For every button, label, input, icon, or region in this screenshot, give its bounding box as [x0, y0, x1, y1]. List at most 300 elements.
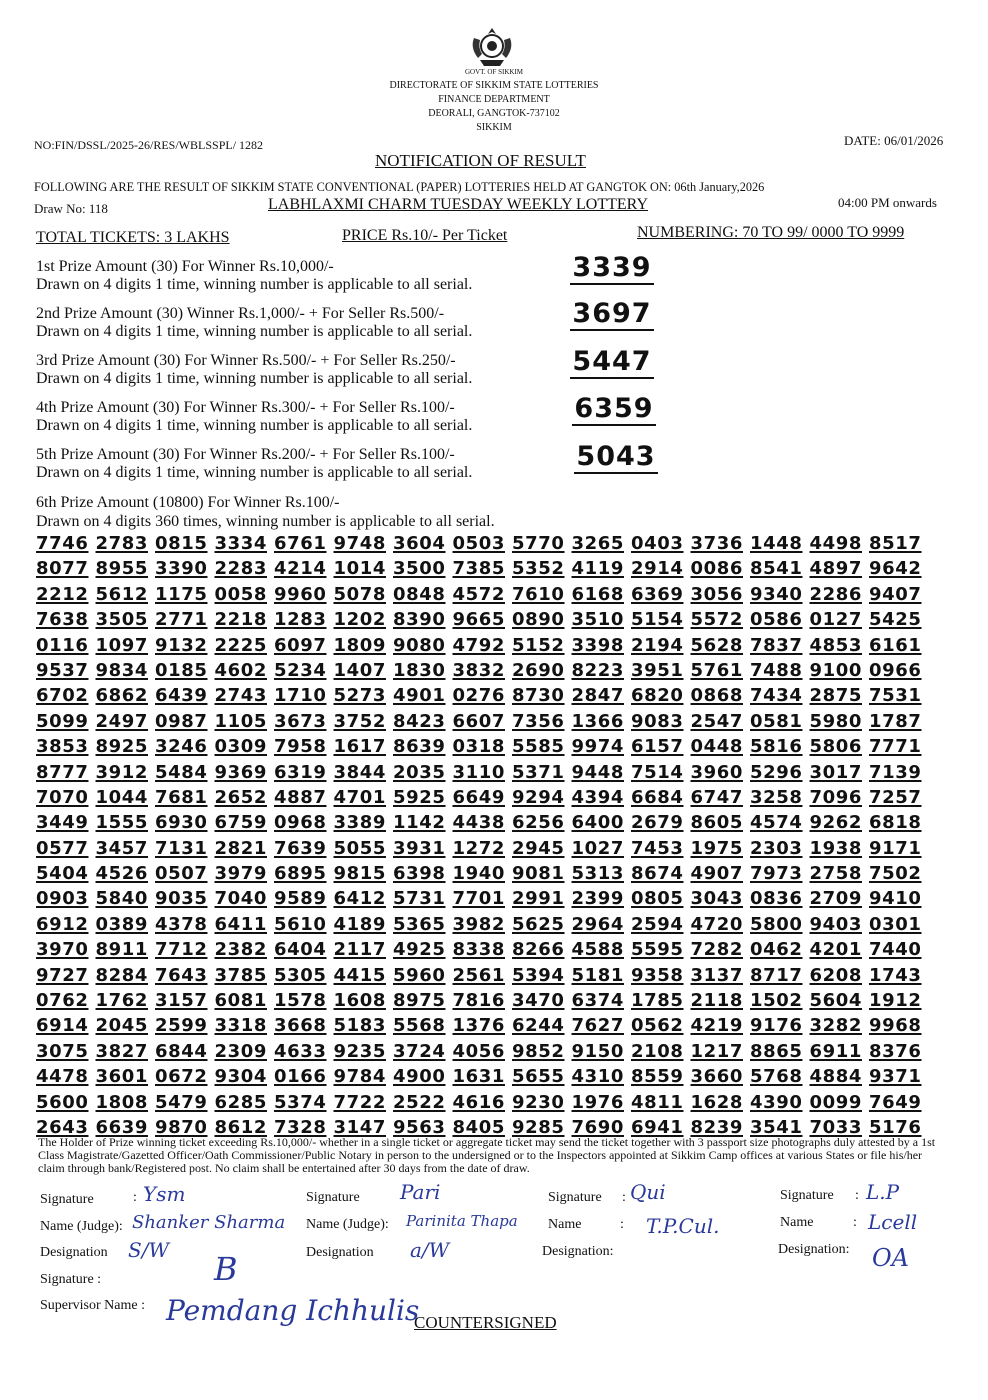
winning-number: 0086: [690, 558, 743, 580]
winning-number: 1448: [750, 533, 803, 554]
sig-label-3: Signature: [548, 1190, 602, 1205]
winning-number: 2875: [809, 685, 862, 707]
org-name: DIRECTORATE OF SIKKIM STATE LOTTERIES: [389, 80, 599, 91]
sig-label-1: Signature: [40, 1192, 94, 1207]
winning-number: 1105: [214, 710, 267, 732]
winning-number: 8559: [631, 1066, 684, 1088]
winning-number: 9340: [750, 583, 803, 605]
prize-4: [36, 399, 472, 435]
prize-1-number: 3339: [570, 253, 654, 285]
winning-number: 3668: [274, 1015, 327, 1037]
winning-number: 9784: [333, 1066, 386, 1088]
winning-number: 6400: [571, 812, 624, 834]
winning-number: 1555: [95, 812, 148, 834]
winning-number: 5305: [274, 964, 327, 986]
winning-number: 7639: [274, 837, 327, 859]
numbering: NUMBERING: 70 TO 99/ 0000 TO 9999: [637, 224, 905, 241]
winning-number: 0403: [631, 533, 684, 554]
winning-number: 7643: [155, 964, 208, 986]
winning-number: 2643: [36, 1116, 89, 1138]
winning-number: 6862: [95, 685, 148, 707]
prize-rule: Drawn on 4 digits 1 time, winning number is applicable to all serial.: [36, 370, 473, 387]
winning-number: 4900: [393, 1066, 446, 1088]
winning-number: 0966: [869, 659, 922, 681]
winning-number: 3510: [571, 609, 624, 631]
winning-number: 5374: [274, 1091, 327, 1113]
winning-number: 6761: [274, 533, 327, 554]
winning-number: 4574: [750, 812, 803, 834]
winning-number: 0389: [95, 913, 148, 935]
winning-number: 2399: [571, 888, 624, 910]
winning-number: 3601: [95, 1066, 148, 1088]
winning-number: 1631: [452, 1066, 505, 1088]
winning-number: 5628: [690, 634, 743, 656]
winning-number: 3390: [155, 558, 208, 580]
winning-number: 1762: [95, 990, 148, 1012]
winning-number: 1617: [333, 736, 386, 758]
winning-number: 0968: [274, 812, 327, 834]
winning-number: 6439: [155, 685, 208, 707]
countersigned-label: COUNTERSIGNED: [414, 1313, 557, 1332]
winning-number: 7070: [36, 786, 89, 808]
desig-label-3: Designation:: [542, 1244, 614, 1259]
winning-number: 2821: [214, 837, 267, 859]
designation-2: a/W: [410, 1238, 450, 1262]
winning-number: 1175: [155, 583, 208, 605]
winning-number: 9235: [333, 1040, 386, 1062]
ticket-price: PRICE Rs.10/- Per Ticket: [342, 227, 508, 244]
winning-number: 5183: [333, 1015, 386, 1037]
number-row: [36, 988, 932, 1013]
winning-number: 6157: [631, 736, 684, 758]
winning-number: 0562: [631, 1015, 684, 1037]
winning-number: 4602: [214, 659, 267, 681]
winning-number: 2497: [95, 710, 148, 732]
winning-number: 3334: [214, 533, 267, 554]
winning-number: 1097: [95, 634, 148, 656]
person-name-4: Lcell: [868, 1210, 918, 1234]
winning-number: 5176: [869, 1116, 922, 1138]
winning-number: 7816: [452, 990, 505, 1012]
winning-number: 6161: [869, 634, 922, 656]
winning-number: 5770: [512, 533, 565, 554]
winning-number: 7690: [571, 1116, 624, 1138]
winning-number: 4415: [333, 964, 386, 986]
winning-number: 7627: [571, 1015, 624, 1037]
winning-number: 4853: [809, 634, 862, 656]
winning-number: 7610: [512, 583, 565, 605]
winning-number: 3505: [95, 609, 148, 631]
winning-number: 5600: [36, 1091, 89, 1113]
winning-number: 5394: [512, 964, 565, 986]
winning-number: 3157: [155, 990, 208, 1012]
prize-4-number: 6359: [572, 394, 656, 426]
winning-number: 6208: [809, 964, 862, 986]
winning-number: 9176: [750, 1015, 803, 1037]
dept-name: FINANCE DEPARTMENT: [438, 94, 550, 105]
winning-number: 7649: [869, 1091, 922, 1113]
winning-number: 2309: [214, 1040, 267, 1062]
winning-number: 1283: [274, 609, 327, 631]
winning-number: 7701: [452, 888, 505, 910]
winning-number: 5181: [571, 964, 624, 986]
winning-number: 3398: [571, 634, 624, 656]
winning-number: 0848: [393, 583, 446, 605]
winning-number: 7488: [750, 659, 803, 681]
winning-number: 6911: [809, 1040, 862, 1062]
winning-number: 3752: [333, 710, 386, 732]
winning-number: 1809: [333, 634, 386, 656]
winning-number: 0185: [155, 659, 208, 681]
winning-number: 1014: [333, 558, 386, 580]
winning-number: 0166: [274, 1066, 327, 1088]
winning-number: 5404: [36, 863, 89, 885]
winning-number: 4214: [274, 558, 327, 580]
winning-number: 1912: [869, 990, 922, 1012]
winning-number: 6404: [274, 939, 327, 961]
winning-number: 6256: [512, 812, 565, 834]
winning-number: 0868: [690, 685, 743, 707]
sig-label-2: Signature: [306, 1190, 360, 1205]
winning-number: 2783: [95, 533, 148, 554]
winning-number: 3246: [155, 736, 208, 758]
winning-number: 5152: [512, 634, 565, 656]
winning-number: 5925: [393, 786, 446, 808]
winning-number: 4701: [333, 786, 386, 808]
winning-number: 2108: [631, 1040, 684, 1062]
winning-number: 8541: [750, 558, 803, 580]
prize-desc: 3rd Prize Amount (30) For Winner Rs.500/- + For Seller Rs.250/-: [36, 352, 456, 369]
winning-number: 9403: [809, 913, 862, 935]
designation-1: S/W: [128, 1238, 169, 1262]
bottom-sig-label: Signature :: [40, 1272, 102, 1287]
supervisor-signature: Pemdang Ichhulis: [166, 1294, 420, 1327]
winning-number: 5352: [512, 558, 565, 580]
winning-number: 3318: [214, 1015, 267, 1037]
winning-number: 6844: [155, 1040, 208, 1062]
winning-number: 4438: [452, 812, 505, 834]
winning-number: 1830: [393, 659, 446, 681]
winning-number: 0116: [36, 634, 89, 656]
winning-number: 9563: [393, 1116, 446, 1138]
winning-number: 5610: [274, 913, 327, 935]
winning-number: 4219: [690, 1015, 743, 1037]
winning-number: 5273: [333, 685, 386, 707]
winning-number: 0762: [36, 990, 89, 1012]
winning-number: 0318: [452, 736, 505, 758]
desig-label-4: Designation:: [778, 1242, 850, 1257]
winning-number: 3258: [750, 786, 803, 808]
winning-number: 2652: [214, 786, 267, 808]
winning-number: 3282: [809, 1015, 862, 1037]
winning-number: 8605: [690, 812, 743, 834]
winning-number: 0805: [631, 888, 684, 910]
prize-3: [36, 352, 472, 388]
winning-number: 2522: [393, 1091, 446, 1113]
winning-number: 5234: [274, 659, 327, 681]
winning-number: 3785: [214, 964, 267, 986]
winning-number: 3604: [393, 533, 446, 554]
winning-number: 8975: [393, 990, 446, 1012]
number-row: [36, 760, 932, 785]
winning-number: 0987: [155, 710, 208, 732]
winning-number: 3844: [333, 761, 386, 783]
winning-number: 2118: [690, 990, 743, 1012]
winning-number: 9665: [452, 609, 505, 631]
ref-number: NO:FIN/DSSL/2025-26/RES/WBLSSPL/ 1282: [34, 138, 264, 152]
name-label-3: Name: [548, 1217, 582, 1232]
winning-number: 7434: [750, 685, 803, 707]
winning-number: 8517: [869, 533, 922, 554]
winning-number: 0503: [452, 533, 505, 554]
winning-number: 4633: [274, 1040, 327, 1062]
page-title: NOTIFICATION OF RESULT: [375, 151, 586, 170]
winning-number: 6412: [333, 888, 386, 910]
winning-number: 0448: [690, 736, 743, 758]
number-row: [36, 963, 932, 988]
winning-number: 9132: [155, 634, 208, 656]
colon: :: [622, 1190, 626, 1205]
number-row: [36, 658, 932, 683]
winning-number: 6820: [631, 685, 684, 707]
prize-desc: 5th Prize Amount (30) For Winner Rs.200/- + For Seller Rs.100/-: [36, 446, 455, 463]
winning-number: 2964: [571, 913, 624, 935]
desig-label-2: Designation: [306, 1245, 374, 1260]
winning-number: 6702: [36, 685, 89, 707]
winning-number: 2991: [512, 888, 565, 910]
winning-number: 1787: [869, 710, 922, 732]
number-row: [36, 709, 932, 734]
winning-number: 7385: [452, 558, 505, 580]
winning-number: 9083: [631, 710, 684, 732]
winning-number: 9100: [809, 659, 862, 681]
winning-number: 3736: [690, 533, 743, 554]
winning-number: 3470: [512, 990, 565, 1012]
winning-number: 5484: [155, 761, 208, 783]
winning-number: 7257: [869, 786, 922, 808]
winning-number: 5365: [393, 913, 446, 935]
winning-number: 9262: [809, 812, 862, 834]
winning-number: 0586: [750, 609, 803, 631]
signature-3: Qui: [630, 1180, 666, 1204]
winning-number: 9294: [512, 786, 565, 808]
winning-number: 5425: [869, 609, 922, 631]
winning-number: 3827: [95, 1040, 148, 1062]
winning-number: 7681: [155, 786, 208, 808]
winning-number: 2225: [214, 634, 267, 656]
winning-number: 4811: [631, 1091, 684, 1113]
winning-number: 4378: [155, 913, 208, 935]
winning-number: 9537: [36, 659, 89, 681]
winning-number: 4201: [809, 939, 862, 961]
winning-number: 8612: [214, 1116, 267, 1138]
winning-number: 2303: [750, 837, 803, 859]
winning-number: 9968: [869, 1015, 922, 1037]
winning-number: 3449: [36, 812, 89, 834]
winning-number: 7712: [155, 939, 208, 961]
winning-number: 2599: [155, 1015, 208, 1037]
name-label-4: Name: [780, 1215, 814, 1230]
winning-number: 7771: [869, 736, 922, 758]
winning-number: 1027: [571, 837, 624, 859]
winning-number: 7746: [36, 533, 89, 554]
winning-number: 9285: [512, 1116, 565, 1138]
winning-number: 6818: [869, 812, 922, 834]
prize-rule: Drawn on 4 digits 1 time, winning number is applicable to all serial.: [36, 464, 473, 481]
winning-number: 0815: [155, 533, 208, 554]
winning-number: 6895: [274, 863, 327, 885]
prize-3-number: 5447: [570, 347, 654, 379]
winning-number: 7096: [809, 786, 862, 808]
winning-number: 1710: [274, 685, 327, 707]
winning-number: 3147: [333, 1116, 386, 1138]
number-row: [36, 861, 932, 886]
winning-number: 0672: [155, 1066, 208, 1088]
winning-number: 9304: [214, 1066, 267, 1088]
winning-number: 3724: [393, 1040, 446, 1062]
winning-number: 1502: [750, 990, 803, 1012]
winning-number: 1376: [452, 1015, 505, 1037]
winning-number: 8777: [36, 761, 89, 783]
winning-number: 2847: [571, 685, 624, 707]
winning-number: 2743: [214, 685, 267, 707]
winning-number: 3389: [333, 812, 386, 834]
winning-number: 3853: [36, 736, 89, 758]
winning-number: 5655: [512, 1066, 565, 1088]
person-name-3: T.P.Cul.: [646, 1214, 720, 1238]
winning-number: 4588: [571, 939, 624, 961]
winning-number: 5731: [393, 888, 446, 910]
winning-number: 3110: [452, 761, 505, 783]
winning-number: 2212: [36, 583, 89, 605]
winning-number: 1608: [333, 990, 386, 1012]
prize-rule: Drawn on 4 digits 1 time, winning number is applicable to all serial.: [36, 323, 473, 340]
winning-number: 4526: [95, 863, 148, 885]
winning-number: 2561: [452, 964, 505, 986]
winning-number: 9589: [274, 888, 327, 910]
winning-number: 6081: [214, 990, 267, 1012]
winning-number: 0903: [36, 888, 89, 910]
prize-rule: Drawn on 4 digits 1 time, winning number is applicable to all serial.: [36, 276, 473, 293]
sikkim-emblem: [466, 24, 518, 68]
colon: :: [853, 1215, 857, 1230]
winning-number: 3137: [690, 964, 743, 986]
emblem-caption: GOVT. OF SIKKIM: [464, 68, 523, 76]
winning-number: 3457: [95, 837, 148, 859]
winning-number: 2771: [155, 609, 208, 631]
winning-number: 3979: [214, 863, 267, 885]
winning-number: 3541: [750, 1116, 803, 1138]
winning-number: 5568: [393, 1015, 446, 1037]
lottery-name: LABHLAXMI CHARM TUESDAY WEEKLY LOTTERY: [268, 196, 649, 213]
winning-number: 1578: [274, 990, 327, 1012]
winning-number: 4720: [690, 913, 743, 935]
number-row: [36, 1013, 932, 1038]
winning-number: 1407: [333, 659, 386, 681]
intro-text: FOLLOWING ARE THE RESULT OF SIKKIM STATE CONVENTIONAL (PAPER) LOTTERIES HELD AT GANGTOK ON: 06th January,2026: [34, 180, 765, 194]
winning-number: 9448: [571, 761, 624, 783]
winning-number: 9150: [571, 1040, 624, 1062]
state: SIKKIM: [476, 122, 512, 133]
winning-number: 3960: [690, 761, 743, 783]
number-row: [36, 582, 932, 607]
winning-number: 5313: [571, 863, 624, 885]
winning-number: 3500: [393, 558, 446, 580]
winning-number: 5296: [750, 761, 803, 783]
winning-number: 6649: [452, 786, 505, 808]
winning-number: 4897: [809, 558, 862, 580]
winning-number: 2690: [512, 659, 565, 681]
winning-number: 2286: [809, 583, 862, 605]
winning-number: 8925: [95, 736, 148, 758]
winning-number: 8865: [750, 1040, 803, 1062]
winning-number: 5806: [809, 736, 862, 758]
winning-number: 4616: [452, 1091, 505, 1113]
name-label-2: Name (Judge):: [306, 1217, 389, 1232]
winning-number: 2194: [631, 634, 684, 656]
number-row: [36, 886, 932, 911]
winning-number: 7837: [750, 634, 803, 656]
winning-number: 3951: [631, 659, 684, 681]
winning-number: 3056: [690, 583, 743, 605]
winning-number: 5371: [512, 761, 565, 783]
winning-number: 7040: [214, 888, 267, 910]
winning-number: 6097: [274, 634, 327, 656]
winning-number: 8717: [750, 964, 803, 986]
winning-number: 3017: [809, 761, 862, 783]
winning-number: 8730: [512, 685, 565, 707]
winning-number: 1743: [869, 964, 922, 986]
colon: :: [620, 1217, 624, 1232]
number-row: [36, 556, 932, 581]
winning-number: 2709: [809, 888, 862, 910]
winning-number: 1976: [571, 1091, 624, 1113]
winning-number: 7638: [36, 609, 89, 631]
winning-number: 1044: [95, 786, 148, 808]
winning-number: 8405: [452, 1116, 505, 1138]
winning-number: 8239: [690, 1116, 743, 1138]
winning-number: 6747: [690, 786, 743, 808]
winning-number: 4394: [571, 786, 624, 808]
prize-1: [36, 258, 472, 294]
winning-number: 6941: [631, 1116, 684, 1138]
number-row: [36, 1090, 932, 1115]
number-row: [36, 785, 932, 810]
winning-number: 3832: [452, 659, 505, 681]
sixth-prize-desc: 6th Prize Amount (10800) For Winner Rs.100/-: [36, 494, 340, 511]
designation-4: OA: [872, 1244, 910, 1272]
winning-number: 9642: [869, 558, 922, 580]
winning-number: 8223: [571, 659, 624, 681]
winning-number: 4572: [452, 583, 505, 605]
judge-name-1: Shanker Sharma: [132, 1212, 286, 1233]
prize-2: [36, 305, 472, 341]
winning-number: 2758: [809, 863, 862, 885]
winning-number: 6912: [36, 913, 89, 935]
winning-number: 8338: [452, 939, 505, 961]
winning-number: 4119: [571, 558, 624, 580]
winning-number: 0301: [869, 913, 922, 935]
winning-number: 8077: [36, 558, 89, 580]
winning-number: 2117: [333, 939, 386, 961]
desig-label-1: Designation: [40, 1245, 108, 1260]
winning-number: 8284: [95, 964, 148, 986]
winning-number: 5585: [512, 736, 565, 758]
sixth-prize-rule: Drawn on 4 digits 360 times, winning number is applicable to all serial.: [36, 513, 495, 530]
sixth-prize-number-grid: [36, 531, 932, 1140]
winning-number: 0507: [155, 863, 208, 885]
winning-number: 3931: [393, 837, 446, 859]
